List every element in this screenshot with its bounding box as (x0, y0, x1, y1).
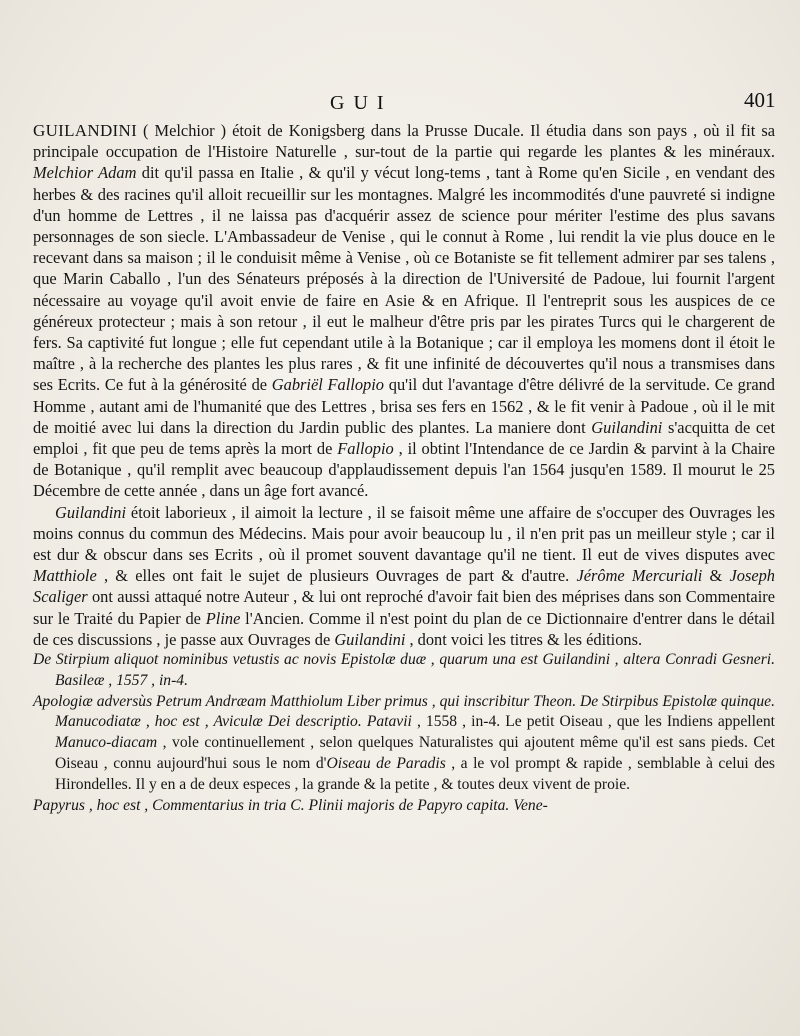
text-run: ont aussi attaqué notre Auteur , & lui ont reproché d'avoir fait bien des méprises dans son Commentaire sur le Traité du Papier de (33, 587, 775, 628)
work-note: , a le vol prompt & rapide , semblable à celui des Hirondelles. Il y en a de deux especes , la grande & la petite , & toutes deux vivent de proie. (55, 755, 775, 793)
cited-name: Matthiole (33, 566, 97, 586)
running-head: GUI (330, 92, 393, 114)
cited-name: Fallopio (337, 439, 394, 459)
cited-name: Guilandini (591, 417, 663, 437)
text-run: , & elles ont fait le sujet de plusieurs Ouvrages de part & d'autre. (96, 566, 577, 586)
text-run: & (702, 566, 730, 586)
page-number: 401 (744, 88, 776, 112)
work-title: De Stirpium aliquot nominibus vetustis ac novis Epistolæ duæ , quarum una est Guilandini , altera Conradi Gesneri. Basileæ (33, 651, 775, 689)
work-note: Le petit Oiseau , que les Indiens appellent (500, 713, 775, 731)
cited-name: Guilandini (55, 502, 127, 522)
cited-name: Pline (205, 608, 241, 628)
text-run: dit qu'il passa en Italie , & qu'il y vécut long-tems , tant à Rome qu'en Sicile , en vendant des herbes & des racines qu'il alloit recueillir sur les montagnes. Malgré les incommodités d'une pauvreté si indigne d'un homme de Lettres , il ne laissa pas d'acquérir assez de science pour mériter l'estime des plus savans personnages de son siecle. L'Ambassadeur de Venise , qui le connut à Rome , lui rendit la vie plus douce en le recevant dans sa maison ; il le conduisit même à Venise , où ce Botaniste se fit tellement admirer par ses talens , que Marin Caballo , l'un des Sénateurs préposés à la direction de l'Université de Padoue, lui fournit l'argent nécessaire au voyage qu'il avoit envie de faire en Asie & en Afrique. Il l'entreprit sous les auspices de ce généreux protecteur ; mais à son retour , il eut le malheur d'être pris par les pirates Turcs qui le chargerent de fers. Sa captivité fut longue ; elle fut cependant utile à la Botanique ; car il employa les momens dont il étoit le maître , à la recherche des plantes les plus rares , & fit une infinité de découvertes qu'il nous a transmises dans ses Ecrits. Ce fut à la générosité de (33, 163, 775, 395)
entry-headword: GUILANDINI (33, 121, 138, 140)
cited-name: Joseph Scaliger (33, 566, 775, 607)
work-title: Papyrus , hoc est , Commentarius in tria C. Plinii majoris de Papyro capita. Vene- (33, 796, 548, 814)
text-run: s'acquitta de cet emploi , fit que peu de tems après la mort de (33, 417, 776, 459)
entry-paragraph-assessment (33, 502, 775, 650)
page-header (0, 88, 800, 120)
cited-name: Melchior Adam (33, 163, 137, 183)
cited-name: Oiseau de Paradis (326, 755, 446, 773)
cited-name: Manuco-diacam (55, 734, 158, 752)
cited-name: Gabriël Fallopio (271, 375, 385, 395)
entry-body (33, 120, 775, 816)
work-imprint: , 1557 , in-4. (104, 671, 188, 689)
text-run: ( Melchior ) étoit de Konigsberg dans la Prusse Ducale. Il étudia dans son pays , où il fit sa principale occupation de l'Histoire Naturelle , sur-tout de la partie qui regarde les plantes & les minéraux. (33, 121, 775, 162)
bibliography-item-3 (33, 796, 775, 817)
bibliography-item-1 (33, 650, 775, 692)
text-run: , dont voici les titres & les éditions. (405, 629, 643, 649)
cited-name: Guilandini (334, 629, 406, 649)
entry-paragraph-biography (33, 120, 775, 502)
work-title: Apologiæ adversùs Petrum Andræam Matthiolum Liber primus , qui inscribitur Theon. De Stirpibus Epistolæ quinque. Manucodiatæ , hoc est , Aviculæ Dei descriptio. Patavii (33, 692, 775, 731)
text-run: , il obtint l'Intendance de ce Jardin & parvint à la Chaire de Botanique , qu'il remplit avec beaucoup d'applaudissement depuis l'an 1564 jusqu'en 1589. Il mourut le 25 Décembre de cette année , dans un âge fort avancé. (33, 439, 776, 501)
bibliography-item-2 (33, 692, 775, 796)
work-imprint: , 1558 , in-4. (411, 713, 501, 731)
text-run: qu'il dut l'avantage d'être délivré de la servitude. Ce grand Homme , autant ami de l'humanité que des Lettres , brisa ses fers en 1562 , & le fit venir à Padoue , où il le mit de moitié avec lui dans la direction du Jardin public des plantes. La maniere dont (33, 375, 775, 437)
text-run: étoit laborieux , il aimoit la lecture , il se faisoit même une affaire de s'occuper des Ouvrages les moins connus du commun des Médecins. Mais pour avoir beaucoup lu , il n'en prit pas un meilleur style ; car il est dur & obscur dans ses Ecrits , où il promet souvent davantage qu'il ne tient. Il eut de vives disputes avec (33, 502, 775, 565)
text-run: l'Ancien. Comme il n'est point du plan de ce Dictionnaire d'entrer dans le détail de ces discussions , je passe aux Ouvrages de (33, 608, 776, 649)
cited-name: Jérôme Mercuriali (576, 566, 703, 586)
work-note: , vole continuellement , selon quelques Naturalistes qui ajoutent même qu'il est sans pieds. Cet Oiseau , connu aujourd'hui sous le nom d' (55, 734, 775, 773)
